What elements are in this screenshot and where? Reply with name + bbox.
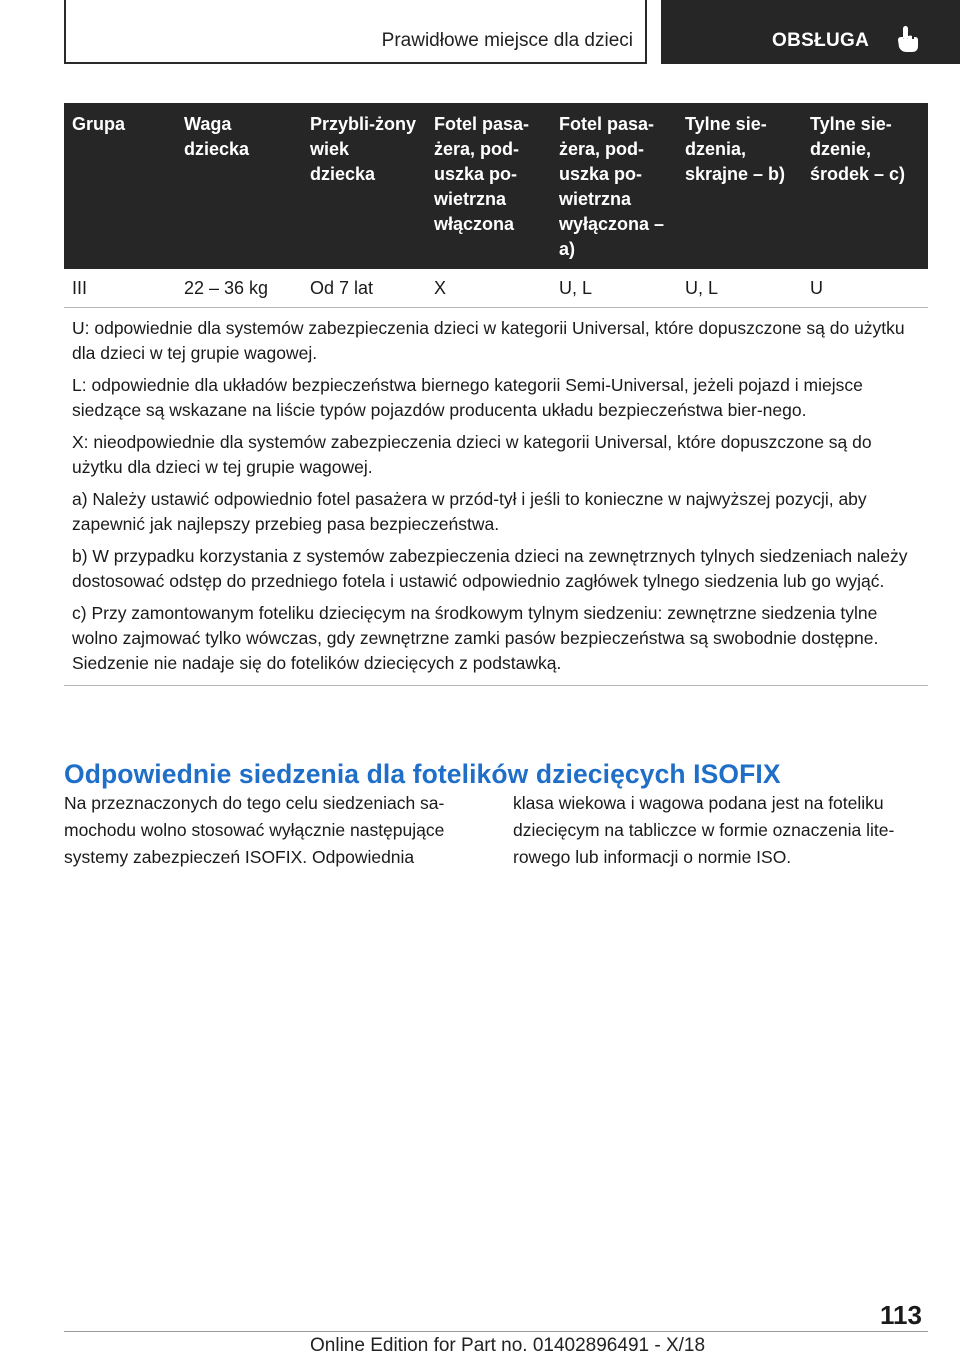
hand-pointer-icon [895, 25, 921, 53]
table-header-cell: Fotel pasa-żera, pod-uszka po-wietrzna włączona [434, 114, 530, 234]
table-cell: 22 – 36 kg [184, 278, 269, 298]
section-header-title: Prawidłowe miejsce dla dzieci [381, 30, 633, 51]
table-row [64, 269, 928, 308]
note-l: L: odpowiednie dla układów bezpieczeństwa biernego kategorii Semi-Universal, jeżeli pojazd i miejsce siedzące są wskazane na liście typów pojazdów producenta układu bezpieczeństwa bier-nego. [72, 375, 863, 420]
footer-divider [64, 1331, 928, 1332]
chapter-tab[interactable] [661, 0, 960, 64]
header-frame [64, 0, 647, 64]
table-cell: U [810, 278, 823, 298]
footer-edition: Online Edition for Part no. 01402896491 - X/18 [310, 1335, 706, 1356]
table-header-cell: Fotel pasa-żera, pod-uszka po-wietrzna wyłączona – a) [559, 114, 665, 259]
note-c: c) Przy zamontowanym foteliku dziecięcym na środkowym tylnym siedzeniu: zewnętrzne siedzenia tylne wolno zajmować tylko wówczas, gdy zewnętrzne zamki pasów bezpieczeństwa są swobodnie dostępne. Siedzenie nie nadaje się do fotelików dziecięcych z podstawką. [72, 603, 879, 673]
table-header-cell: Grupa [72, 114, 126, 134]
body-column-left: Na przeznaczonych do tego celu siedzeniach sa-mochodu wolno stosować wyłącznie następujące systemy zabezpieczeń ISOFIX. Odpowiednia [64, 793, 445, 867]
table-cell: U, L [685, 278, 719, 298]
table-cell: U, L [559, 278, 593, 298]
table-cell: X [434, 278, 447, 298]
table-cell: III [72, 278, 88, 298]
note-u: U: odpowiednie dla systemów zabezpieczenia dzieci w kategorii Universal, które dopuszczone są do użytku dla dzieci w tej grupie wagowej. [72, 318, 905, 363]
table-cell: Od 7 lat [310, 278, 374, 298]
section-title: Odpowiednie siedzenia dla fotelików dziecięcych ISOFIX [64, 759, 781, 789]
table-header-cell: Waga dziecka [184, 114, 250, 159]
table-header-cell: Tylne sie-dzenia, skrajne – b) [685, 114, 786, 184]
note-a: a) Należy ustawić odpowiednio fotel pasażera w przód-tył i jeśli to konieczne w najwyższej pozycji, aby zapewnić jak najlepszy przebieg pasa bezpieczeństwa. [72, 489, 867, 534]
table-header [64, 103, 928, 269]
child-seat-table [64, 103, 928, 686]
chapter-tab-label: OBSŁUGA [772, 30, 870, 51]
note-x: X: nieodpowiednie dla systemów zabezpieczenia dzieci w kategorii Universal, które dopuszczone są do użytku dla dzieci w tej grupie wagowej. [72, 432, 872, 477]
table-notes [64, 308, 928, 686]
table-header-cell: Przybli-żony wiek dziecka [310, 114, 417, 184]
body-column-right: klasa wiekowa i wagowa podana jest na foteliku dziecięcym na tabliczce w formie oznaczenia lite-rowego lub informacji o normie ISO. [513, 793, 895, 867]
page-number: 113 [880, 1300, 922, 1330]
table-header-cell: Tylne sie-dzenie, środek – c) [810, 114, 906, 184]
note-b: b) W przypadku korzystania z systemów zabezpieczenia dzieci na zewnętrznych tylnych siedzeniach należy dostosować odstęp do przedniego fotela i ustawić odpowiednio zagłówek tylnego siedzenia lub go wyjąć. [72, 546, 908, 591]
